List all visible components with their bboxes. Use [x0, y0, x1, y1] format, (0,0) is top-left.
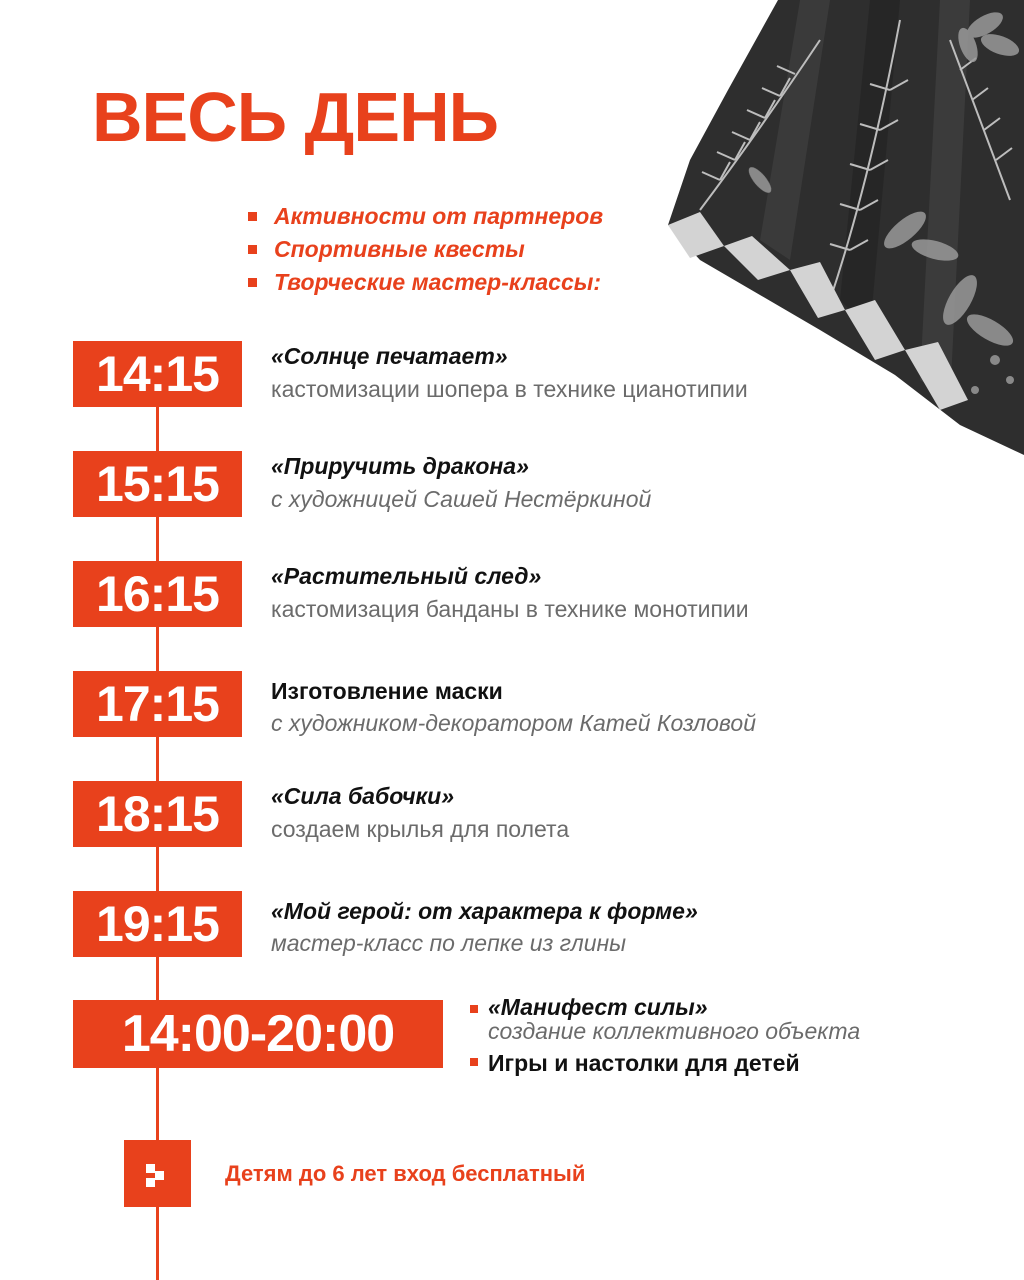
event-title: Игры и настолки для детей: [488, 1050, 800, 1076]
bullet-square-icon: [248, 212, 257, 221]
list-item: [248, 266, 603, 299]
list-item: [248, 200, 603, 233]
time-badge: 17:15: [73, 671, 242, 737]
event-title: Изготовление маски: [271, 678, 503, 704]
page-title: ВЕСЬ ДЕНЬ: [92, 78, 498, 156]
event-title: «Мой герой: от характера к форме»: [271, 898, 698, 924]
time-badge: 16:15: [73, 561, 242, 627]
event-title: «Приручить дракона»: [271, 453, 529, 479]
event-subtitle: создаем крылья для полета: [271, 816, 570, 842]
event-subtitle: с художницей Сашей Нестёркиной: [271, 486, 652, 512]
event-subtitle: мастер-класс по лепке из глины: [271, 930, 627, 956]
event-subtitle: кастомизация банданы в технике монотипии: [271, 596, 749, 622]
bullet-square-icon: [248, 278, 257, 287]
event-subtitle: создание коллективного объекта: [488, 1018, 861, 1044]
activity-label: Активности от партнеров: [274, 203, 604, 229]
time-badge: 19:15: [73, 891, 242, 957]
event-title: «Солнце печатает»: [271, 343, 508, 369]
time-range-badge: 14:00-20:00: [73, 1000, 443, 1068]
plus-icon: [124, 1140, 191, 1207]
time-badge: 18:15: [73, 781, 242, 847]
list-item: [248, 233, 603, 266]
bullet-square-icon: [470, 1058, 478, 1066]
event-title: «Манифест силы»: [488, 994, 708, 1020]
time-badge: 14:15: [73, 341, 242, 407]
activities-list: [248, 200, 603, 299]
free-entry-note: Детям до 6 лет вход бесплатный: [225, 1161, 586, 1186]
bullet-square-icon: [248, 245, 257, 254]
activity-label: Творческие мастер-классы:: [274, 269, 602, 295]
event-subtitle: с художником-декоратором Катей Козловой: [271, 710, 757, 736]
bullet-square-icon: [470, 1005, 478, 1013]
event-title: «Сила бабочки»: [271, 783, 455, 809]
event-subtitle: кастомизации шопера в технике цианотипии: [271, 376, 748, 402]
activity-label: Спортивные квесты: [274, 236, 525, 262]
time-badge: 15:15: [73, 451, 242, 517]
event-title: «Растительный след»: [271, 563, 542, 589]
